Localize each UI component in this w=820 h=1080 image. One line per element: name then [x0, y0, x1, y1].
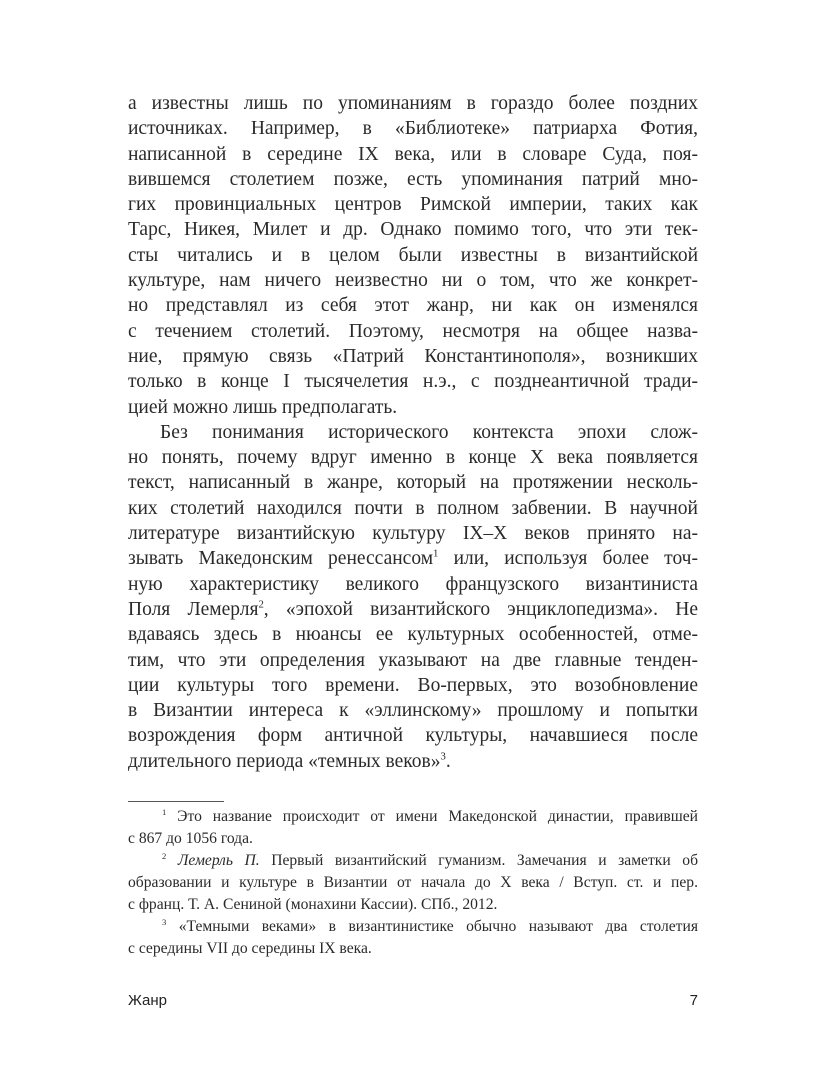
- text-line: [128, 445, 698, 470]
- text-run: но понять, почему вдруг именно в конце X века появляется: [128, 447, 698, 469]
- text-line: [128, 622, 698, 647]
- text-run: возрождения форм античной культуры, начавшиеся после: [128, 725, 698, 747]
- text-line: [128, 217, 698, 242]
- text-run: длительного периода «темных веков»: [128, 750, 441, 772]
- text-run: [166, 852, 178, 869]
- text-run: только в конце I тысячелетия н.э., с позднеантичной тради-: [128, 371, 698, 393]
- text-run: .: [445, 750, 451, 772]
- text-run: с середины VII до середины IX века.: [128, 940, 372, 957]
- text-run: вившемся столетием позже, есть упоминания патрий мно-: [128, 168, 698, 190]
- body-text: [128, 91, 698, 774]
- text-run: в Византии интереса к «эллинскому» прошлому и попытки: [128, 700, 698, 722]
- text-line: [128, 142, 698, 167]
- text-run: цией можно лишь предполагать.: [128, 396, 398, 418]
- text-line: [128, 673, 698, 698]
- text-line: [128, 167, 698, 192]
- footnote-marker: 1: [433, 547, 439, 560]
- footnotes: [128, 806, 698, 960]
- text-run: или, используя более точ-: [438, 548, 698, 570]
- text-run: Это название происходит от имени Македонской династии, правившей: [166, 808, 698, 825]
- footnote-divider: [128, 801, 224, 802]
- footnote-line: [128, 850, 698, 872]
- text-run: сты читались и в целом были известны в византийской: [128, 244, 698, 266]
- text-run: тим, что эти определения указывают на две главные тенден-: [128, 649, 698, 671]
- text-run: написанной в середине IX века, или в словаре Суда, поя-: [128, 143, 698, 165]
- text-line: [128, 243, 698, 268]
- footnote-line: [128, 872, 698, 894]
- text-line: [128, 470, 698, 495]
- text-line: [128, 116, 698, 141]
- text-run: ние, прямую связь «Патрий Константинополя», возникших: [128, 345, 698, 367]
- text-run: , «эпохой византийского энциклопедизма». Не: [263, 598, 698, 620]
- text-line: [128, 546, 698, 571]
- text-run: текст, написанный в жанре, который на протяжении несколь-: [128, 472, 698, 494]
- text-line: [128, 91, 698, 116]
- text-run: литературе византийскую культуру IX–X веков принято на-: [128, 523, 698, 545]
- text-run: ную характеристику великого французского византиниста: [128, 573, 698, 595]
- text-line: [128, 344, 698, 369]
- footnote-line: [128, 806, 698, 828]
- footnote-marker: 2: [258, 598, 264, 611]
- text-line: [128, 698, 698, 723]
- text-run: «Темными веками» в византинистике обычно называют два столетия: [166, 918, 698, 935]
- text-line: [128, 749, 698, 774]
- text-line: [128, 420, 698, 445]
- text-run: источниках. Например, в «Библиотеке» патриарха Фотия,: [128, 118, 698, 140]
- text-run: но представлял из себя этот жанр, ни как он изменялся: [128, 295, 698, 317]
- text-run: Первый византийский гуманизм. Замечания и заметки об: [259, 852, 698, 869]
- text-line: [128, 723, 698, 748]
- footnote-line: [128, 894, 698, 916]
- text-line: [128, 572, 698, 597]
- text-run: Тарс, Никея, Милет и др. Однако помимо того, что эти тек-: [128, 219, 698, 241]
- text-line: [128, 319, 698, 344]
- text-run: с течением столетий. Поэтому, несмотря на общее назва-: [128, 320, 698, 342]
- running-title: Жанр: [128, 992, 167, 1009]
- text-run: Без понимания исторического контекста эпохи слож-: [160, 421, 698, 443]
- text-run: с франц. Т. А. Сениной (монахини Кассии). СПб., 2012.: [128, 896, 498, 913]
- text-line: [128, 648, 698, 673]
- text-line: [128, 369, 698, 394]
- page-number: 7: [689, 992, 698, 1009]
- text-run: Поля Лемерля: [128, 598, 259, 620]
- footnote-line: [128, 828, 698, 850]
- text-line: [128, 395, 698, 420]
- footnote-marker: 2: [162, 851, 167, 861]
- text-line: [128, 597, 698, 622]
- text-line: [128, 521, 698, 546]
- footnote-marker: 1: [162, 807, 167, 817]
- text-run: культуре, нам ничего неизвестно ни о том, что же конкрет-: [128, 270, 698, 292]
- text-line: [128, 192, 698, 217]
- italic-author: Лемерль П.: [177, 852, 260, 869]
- text-line: [128, 496, 698, 521]
- footnote-marker: 3: [440, 750, 446, 763]
- text-run: с 867 до 1056 года.: [128, 830, 253, 847]
- text-run: а известны лишь по упоминаниям в гораздо более поздних: [128, 93, 698, 114]
- text-line: [128, 293, 698, 318]
- text-run: вдаваясь здесь в нюансы ее культурных особенностей, отме-: [128, 624, 698, 646]
- text-run: зывать Македонским ренессансом: [128, 548, 434, 570]
- footnote-line: [128, 938, 698, 960]
- text-run: ких столетий находился почти в полном забвении. В научной: [128, 497, 698, 519]
- footnote-marker: 3: [162, 917, 167, 927]
- text-run: образовании и культуре в Византии от начала до X века / Вступ. ст. и пер.: [128, 874, 698, 891]
- text-run: гих провинциальных центров Римской империи, таких как: [128, 194, 698, 216]
- footnote-line: [128, 916, 698, 938]
- text-line: [128, 268, 698, 293]
- text-run: ции культуры того времени. Во-первых, это возобновление: [128, 674, 698, 696]
